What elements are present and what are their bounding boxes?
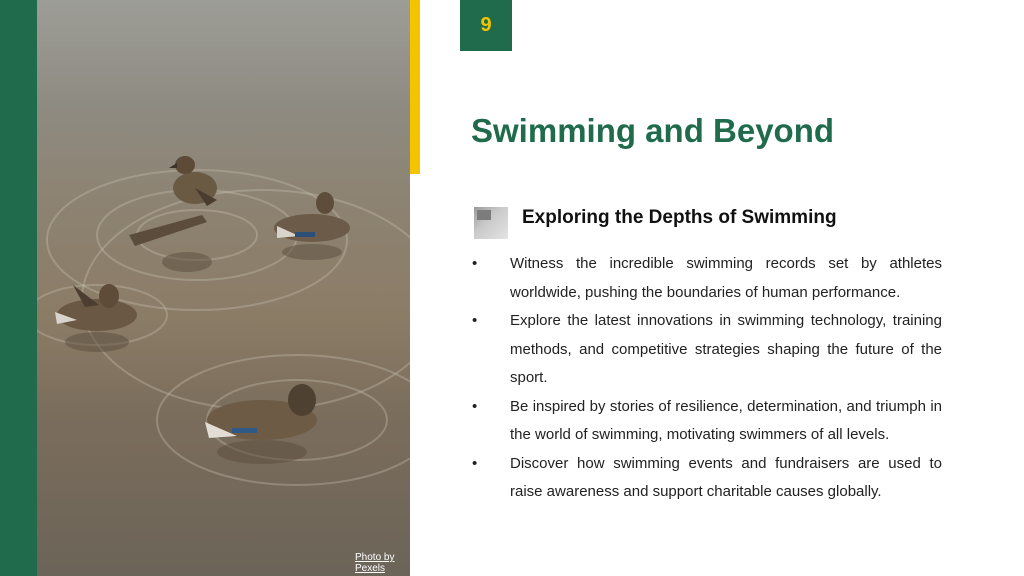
slide-title: Swimming and Beyond — [471, 112, 835, 149]
bullet-item — [470, 450, 942, 507]
ducks-photo-illustration — [37, 0, 410, 576]
photo-credit-link[interactable]: Photo by Pexels — [355, 552, 395, 574]
yellow-accent-bar — [410, 0, 420, 174]
bullet-item — [470, 250, 942, 307]
bullet-text: Explore the latest innovations in swimming technology, training methods, and competitive strategies shaping the future of the sport. — [510, 312, 942, 386]
page-number-badge: 9 — [460, 0, 512, 51]
left-green-bar — [0, 0, 37, 576]
ducks-photo — [37, 0, 410, 576]
image-placeholder-icon — [474, 207, 508, 239]
bullet-dot-icon: • — [472, 397, 478, 415]
bullet-dot-icon: • — [472, 255, 478, 272]
bullet-dot-icon: • — [472, 454, 478, 472]
bullet-list — [470, 250, 942, 507]
bullet-item — [470, 393, 942, 450]
bullet-text: Witness the incredible swimming records set by athletes worldwide, pushing the boundaries of human performance. — [510, 255, 942, 301]
section-heading: Exploring the Depths of Swimming — [522, 207, 837, 228]
bullet-dot-icon: • — [472, 312, 478, 329]
bullet-item — [470, 307, 942, 393]
bullet-text: Be inspired by stories of resilience, determination, and triumph in the world of swimming, motivating swimmers of all levels. — [510, 397, 942, 443]
bullet-text: Discover how swimming events and fundraisers are used to raise awareness and support charitable causes globally. — [510, 454, 942, 500]
